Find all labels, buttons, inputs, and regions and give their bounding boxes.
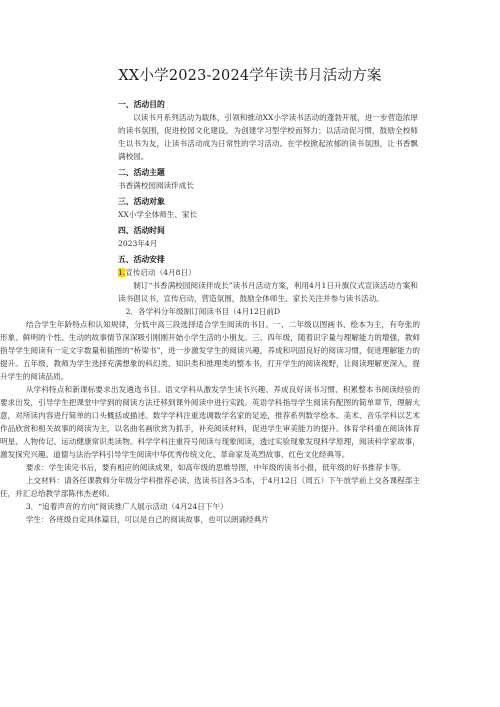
section-body-time: 2023年4月	[118, 239, 158, 248]
schedule-item-1-label: 宣传启动（4月8日）	[125, 268, 196, 277]
section-heading-schedule: 五、活动安排	[118, 255, 165, 264]
document-title: XX小学2023-2024学年读书月活动方案	[118, 68, 382, 84]
section-heading-theme: 二、活动主题	[118, 168, 165, 177]
schedule-item-2-title: 2．各学科分年级制订阅读书目（4月12日前D	[125, 307, 281, 316]
schedule-item-1-body: 制订“书香满校园阅读伴成长”读书月活动方案，利用4月1日升旗仪式宣读活动方案和读书倡议书，宣传启动，营造氛围，鼓励全体师生、家长关注并参与读书活动。	[118, 281, 418, 303]
schedule-item-2-body: 结合学生年龄特点和认知规律，分低中高三段选择适合学生阅读的书目。一、二年级以图画书、绘本为主，有夸张的形象、鲜明的个性、生动的故事情节深深吸引刚刚开始小学生活的小朋友。三、四年级，随着识字量与理解能力的增强，教师指导学生阅读有一定文字数量和插图的“桥梁书”，进一步激发学生的阅读兴趣，养成和巩固良好的阅读习惯，促进理解能力的提升。五年级，教师为学生选择充满想象的科幻类、知识类和推理类的整本书，打开学生的阅读视野，让阅读理解更深入，提升学生的阅读品质。	[0, 320, 420, 381]
schedule-item-1-title	[118, 266, 418, 279]
section-heading-time: 四、活动时间	[118, 226, 165, 235]
highlight-number: 1.	[118, 268, 126, 277]
section-heading-purpose: 一、活动目的	[118, 100, 165, 109]
schedule-item-3-title: 3．“追着声音的方向”阅读推广人展示活动（4月24日下午）	[25, 502, 228, 511]
section-heading-audience: 三、活动对象	[118, 197, 165, 206]
section-body-purpose: 以读书月系列活动为载体，引领和推动XX小学读书活动的蓬勃开展，进一步营造浓厚的读书氛围，促进校园文化建设，为创建学习型学校而努力；以活动促习惯，鼓励全校师生以书为友，让读书活动成为日常性的学习活动。在学校掀起浓郁的读书氛围，让书香飘满校园。	[118, 113, 418, 161]
schedule-item-2-requirements: 要求：学生读完书后，要有相应的阅读成果，如高年级的思维导图，中年级的读书小报，低年级的好书推荐卡等。	[25, 463, 406, 472]
schedule-item-2-submission: 上交材料：请各任课教师分年级分学科推荐必读、选读书目各3-5本，于4月12日（周五）下午放学前上交各课程部主任，并汇总给教学部陈伟杰老师。	[0, 476, 420, 498]
schedule-item-2-body-subjects: 从学科特点和新课标要求出发遴选书目。语文学科从激发学生读书兴趣、养成良好读书习惯、积累整本书阅读经验的要求出发，引导学生把课堂中学到的阅读方法迁移到课外阅读中进行实践。英语学科指导学生阅读有配图的简单章节，理解大意，对所读内容进行简单的口头概括或描述。数学学科注重选调数学名家的足迹，推荐系列数学绘本。美术、音乐学科以艺术作品欣赏和相关故事的阅读为主，以名曲名画欣赏为抓手，补充阅读材料，促进学生审美能力的提升。体育学科重在阅读体育明星、人物传记、运动健康常识类读物。科学学科注重符号阅读与现象阅读，透过实验现象发现科学原理，阅读科学家故事，激发探究兴趣。道德与法治学科引导学生阅读中华优秀传统文化、革命家及英烈故事、红色文化经典等。	[0, 385, 420, 459]
document-body	[0, 98, 420, 526]
section-body-theme: 书香满校园阅读伴成长	[118, 181, 194, 190]
section-body-audience: XX小学全体师生、家长	[118, 210, 198, 219]
schedule-item-3-body: 学生：各班级自定具体篇目，可以是自己的阅读故事，也可以朗诵经典片	[25, 515, 269, 524]
